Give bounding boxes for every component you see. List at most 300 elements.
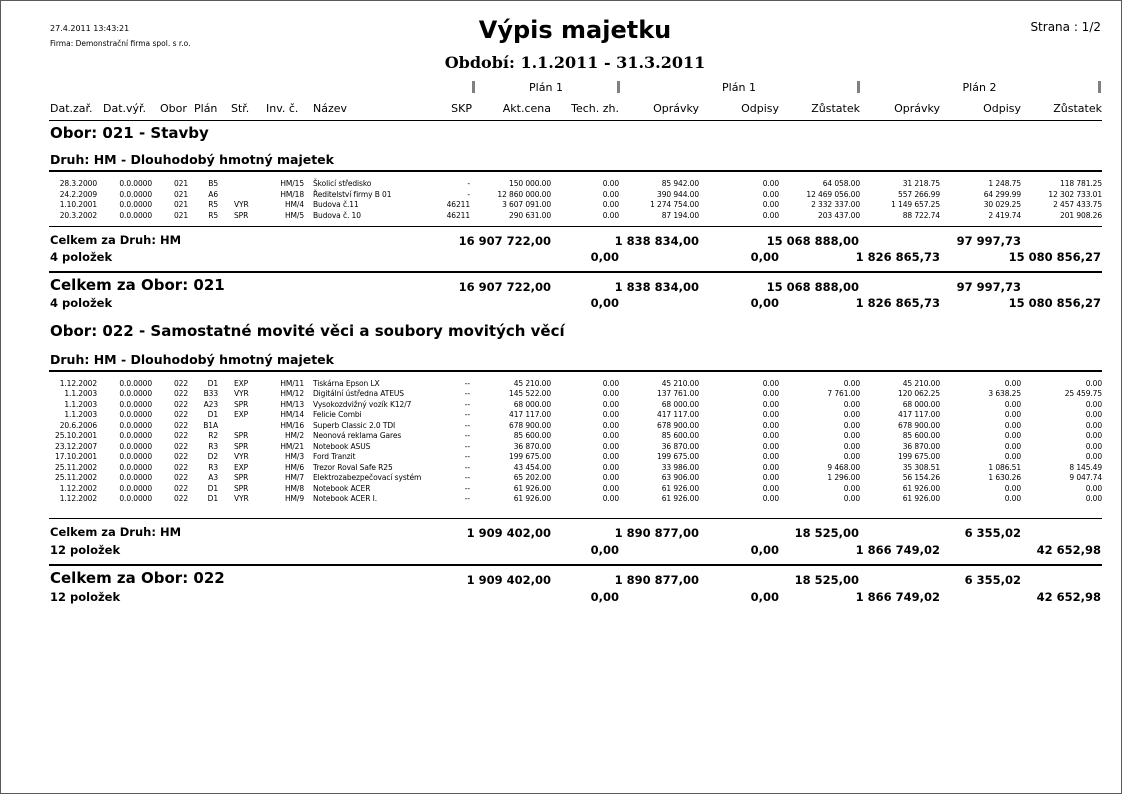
table-cell: Neonová reklama Gares bbox=[313, 431, 402, 441]
druh-total-value: 0,00 bbox=[590, 250, 619, 264]
table-cell: 1 086.51 bbox=[988, 462, 1021, 472]
table-cell: SPR bbox=[234, 473, 249, 483]
druh-total-value: 18 525,00 bbox=[794, 526, 859, 540]
table-cell: 150 000.00 bbox=[509, 179, 551, 188]
obor-total-value: 1 909 402,00 bbox=[466, 573, 551, 587]
table-cell: 0.00 bbox=[602, 399, 619, 409]
table-cell: HM/4 bbox=[284, 200, 304, 209]
table-cell: 0.00 bbox=[843, 483, 860, 493]
obor-total-divider bbox=[49, 564, 1102, 566]
table-cell: 43 454.00 bbox=[513, 462, 551, 472]
table-cell: 0.00 bbox=[602, 462, 619, 472]
table-cell: 0.00 bbox=[602, 189, 619, 199]
table-cell: HM/3 bbox=[284, 452, 304, 462]
obor-total-value: 0,00 bbox=[750, 590, 779, 604]
table-cell: HM/5 bbox=[284, 210, 304, 220]
table-cell: 20.6.2006 bbox=[59, 420, 97, 430]
druh-total-value: 6 355,02 bbox=[964, 526, 1021, 540]
table-cell: 0.00 bbox=[602, 431, 619, 441]
table-cell: 0.00 bbox=[843, 431, 860, 441]
table-cell: B1A bbox=[203, 420, 218, 430]
obor-total-value: 1 890 877,00 bbox=[614, 573, 699, 587]
druh-divider bbox=[49, 170, 1102, 172]
table-cell: 0.0.0000 bbox=[119, 473, 152, 483]
table-cell: 0.0.0000 bbox=[119, 452, 152, 462]
table-cell: 85 600.00 bbox=[513, 431, 551, 441]
table-cell: 45 210.00 bbox=[513, 379, 551, 388]
table-cell: HM/11 bbox=[280, 379, 304, 388]
rows-end-divider bbox=[49, 226, 1102, 227]
table-cell: 1 274 754.00 bbox=[650, 200, 699, 209]
table-cell: 021 bbox=[173, 200, 188, 209]
table-cell: HM/9 bbox=[284, 493, 304, 503]
obor-total-value: 6 355,02 bbox=[964, 573, 1021, 587]
table-cell: 3 638.25 bbox=[988, 389, 1021, 399]
column-header: Zůstatek bbox=[811, 102, 860, 115]
table-cell: 0.00 bbox=[1004, 399, 1021, 409]
table-cell: 25.10.2001 bbox=[55, 431, 97, 441]
table-cell: Notebook ACER bbox=[313, 483, 371, 493]
table-cell: HM/16 bbox=[280, 420, 304, 430]
table-cell: 0.00 bbox=[1004, 410, 1021, 420]
table-cell: 0.00 bbox=[762, 379, 779, 388]
table-cell: 678 900.00 bbox=[509, 420, 551, 430]
table-cell: Notebook ASUS bbox=[313, 441, 371, 451]
table-cell: 0.0.0000 bbox=[119, 399, 152, 409]
table-cell: HM/7 bbox=[284, 473, 304, 483]
obor-total-value: 0,00 bbox=[590, 296, 619, 310]
table-cell: 0.00 bbox=[602, 493, 619, 503]
table-cell: 1 630.26 bbox=[988, 473, 1021, 483]
table-cell: 0.00 bbox=[1004, 431, 1021, 441]
table-cell: R2 bbox=[208, 431, 218, 441]
table-cell: - bbox=[467, 179, 470, 188]
table-cell: 0.00 bbox=[1085, 483, 1102, 493]
obor-total-value: 15 068 888,00 bbox=[766, 280, 859, 294]
table-cell: 022 bbox=[173, 410, 188, 420]
druh-total-value: 42 652,98 bbox=[1036, 543, 1101, 557]
table-cell: 145 522.00 bbox=[509, 389, 551, 399]
table-cell: 1.1.2003 bbox=[64, 410, 97, 420]
table-cell: D1 bbox=[207, 379, 218, 388]
table-cell: 0.0.0000 bbox=[119, 210, 152, 220]
table-cell: 9 468.00 bbox=[827, 462, 860, 472]
table-cell: -- bbox=[464, 493, 470, 503]
table-cell: 0.00 bbox=[1085, 431, 1102, 441]
table-cell: 0.00 bbox=[602, 441, 619, 451]
table-cell: HM/14 bbox=[280, 410, 304, 420]
table-cell: 0.0.0000 bbox=[119, 200, 152, 209]
table-cell: 022 bbox=[173, 452, 188, 462]
table-cell: HM/13 bbox=[280, 399, 304, 409]
table-cell: 0.00 bbox=[843, 379, 860, 388]
table-cell: 022 bbox=[173, 473, 188, 483]
column-header: Akt.cena bbox=[502, 102, 551, 115]
column-header: Dat.výř. bbox=[103, 102, 147, 115]
table-cell: Vysokozdvižný vozík K12/7 bbox=[313, 399, 412, 409]
druh-divider bbox=[49, 370, 1102, 372]
obor-total-value: 0,00 bbox=[750, 296, 779, 310]
table-cell: 25.11.2002 bbox=[55, 473, 97, 483]
table-cell: 17.10.2001 bbox=[55, 452, 97, 462]
table-cell: 0.00 bbox=[602, 379, 619, 388]
obor-total-value: 0,00 bbox=[590, 590, 619, 604]
table-cell: 201 908.26 bbox=[1060, 210, 1102, 220]
table-cell: 0.00 bbox=[762, 431, 779, 441]
table-cell: 87 194.00 bbox=[661, 210, 699, 220]
table-cell: EXP bbox=[234, 379, 249, 388]
table-cell: A23 bbox=[203, 399, 218, 409]
table-cell: 0.00 bbox=[602, 389, 619, 399]
table-cell: 64 058.00 bbox=[822, 179, 860, 188]
druh-total-label: Celkem za Druh: HM bbox=[50, 525, 182, 539]
table-cell: 199 675.00 bbox=[509, 452, 551, 462]
druh-total-value: 1 838 834,00 bbox=[614, 234, 699, 248]
table-cell: 23.12.2007 bbox=[55, 441, 97, 451]
table-cell: - bbox=[467, 189, 470, 199]
table-cell: 0.00 bbox=[1004, 493, 1021, 503]
table-cell: Digitální ústředna ATEUS bbox=[313, 389, 404, 399]
table-cell: 203 437.00 bbox=[818, 210, 860, 220]
table-cell: 0.00 bbox=[1085, 379, 1102, 388]
table-cell: 0.0.0000 bbox=[119, 462, 152, 472]
table-cell: Ford Tranzit bbox=[313, 452, 356, 462]
druh-total-value: 15 080 856,27 bbox=[1008, 250, 1101, 264]
table-cell: 022 bbox=[173, 389, 188, 399]
table-cell: -- bbox=[464, 462, 470, 472]
table-cell: HM/6 bbox=[284, 462, 304, 472]
table-cell: 36 870.00 bbox=[513, 441, 551, 451]
table-cell: Felicie Combi bbox=[313, 410, 362, 420]
table-cell: 021 bbox=[173, 189, 188, 199]
plan-separator bbox=[617, 81, 620, 93]
table-cell: 68 000.00 bbox=[661, 399, 699, 409]
table-cell: 61 926.00 bbox=[902, 483, 940, 493]
table-cell: 199 675.00 bbox=[898, 452, 940, 462]
table-cell: Budova č.11 bbox=[313, 200, 359, 209]
table-cell: 1 248.75 bbox=[988, 179, 1021, 188]
druh-total-value: 0,00 bbox=[750, 543, 779, 557]
table-cell: 0.00 bbox=[602, 410, 619, 420]
table-cell: 0.00 bbox=[762, 200, 779, 209]
table-cell: HM/2 bbox=[284, 431, 304, 441]
table-cell: A6 bbox=[208, 189, 218, 199]
table-cell: 137 761.00 bbox=[657, 389, 699, 399]
table-cell: 85 600.00 bbox=[661, 431, 699, 441]
column-header: Oprávky bbox=[894, 102, 940, 115]
table-cell: 61 926.00 bbox=[661, 493, 699, 503]
table-cell: Notebook ACER I. bbox=[313, 493, 377, 503]
table-cell: 30 029.25 bbox=[983, 200, 1021, 209]
table-cell: 0.00 bbox=[1085, 399, 1102, 409]
header-divider bbox=[49, 120, 1102, 121]
obor-total-label: Celkem za Obor: 022 bbox=[50, 569, 225, 587]
plan-separator bbox=[472, 81, 475, 93]
druh-total-label: Celkem za Druh: HM bbox=[50, 233, 182, 247]
table-cell: Superb Classic 2.0 TDI bbox=[313, 420, 396, 430]
table-cell: 290 631.00 bbox=[509, 210, 551, 220]
table-cell: 61 926.00 bbox=[513, 493, 551, 503]
druh-total-value: 1 866 749,02 bbox=[855, 543, 940, 557]
table-cell: 0.00 bbox=[762, 452, 779, 462]
table-cell: D1 bbox=[207, 483, 218, 493]
table-cell: 022 bbox=[173, 379, 188, 388]
table-cell: 36 870.00 bbox=[902, 441, 940, 451]
table-cell: D1 bbox=[207, 493, 218, 503]
column-header: SKP bbox=[451, 102, 472, 115]
druh-total-value: 1 890 877,00 bbox=[614, 526, 699, 540]
table-cell: Školicí středisko bbox=[313, 179, 372, 188]
table-cell: 417 117.00 bbox=[509, 410, 551, 420]
table-cell: SPR bbox=[234, 210, 249, 220]
table-cell: 63 906.00 bbox=[661, 473, 699, 483]
table-cell: 0.00 bbox=[843, 399, 860, 409]
table-cell: 678 900.00 bbox=[898, 420, 940, 430]
table-cell: 678 900.00 bbox=[657, 420, 699, 430]
druh-heading: Druh: HM - Dlouhodobý hmotný majetek bbox=[50, 352, 334, 367]
table-cell: 0.00 bbox=[1085, 441, 1102, 451]
table-cell: HM/15 bbox=[280, 179, 304, 188]
table-cell: 0.00 bbox=[762, 483, 779, 493]
table-cell: -- bbox=[464, 473, 470, 483]
table-cell: 0.00 bbox=[762, 210, 779, 220]
table-cell: VYR bbox=[234, 389, 249, 399]
table-cell: 0.0.0000 bbox=[119, 389, 152, 399]
report-firm: Firma: Demonstrační firma spol. s r.o. bbox=[50, 39, 191, 48]
rows-end-divider bbox=[49, 518, 1102, 519]
table-cell: 0.00 bbox=[843, 420, 860, 430]
table-cell: 25 459.75 bbox=[1064, 389, 1102, 399]
table-cell: 61 926.00 bbox=[661, 483, 699, 493]
table-cell: 0.00 bbox=[602, 483, 619, 493]
table-cell: VYR bbox=[234, 493, 249, 503]
table-cell: R3 bbox=[208, 441, 218, 451]
obor-total-label: Celkem za Obor: 021 bbox=[50, 276, 225, 294]
druh-total-value: 97 997,73 bbox=[956, 234, 1021, 248]
table-cell: 1 296.00 bbox=[827, 473, 860, 483]
plan-group-heading: Plán 1 bbox=[722, 81, 756, 94]
table-cell: 0.00 bbox=[762, 420, 779, 430]
table-cell: 0.00 bbox=[843, 493, 860, 503]
plan-group-heading: Plán 1 bbox=[529, 81, 563, 94]
table-cell: 0.0.0000 bbox=[119, 189, 152, 199]
table-cell: 1.1.2003 bbox=[64, 399, 97, 409]
table-cell: SPR bbox=[234, 483, 249, 493]
column-header: Tech. zh. bbox=[571, 102, 619, 115]
table-cell: B5 bbox=[208, 179, 218, 188]
table-cell: 46211 bbox=[446, 200, 470, 209]
table-cell: 0.00 bbox=[602, 452, 619, 462]
druh-total-value: 0,00 bbox=[590, 543, 619, 557]
column-header: Zůstatek bbox=[1053, 102, 1102, 115]
table-cell: 022 bbox=[173, 462, 188, 472]
druh-total-value: 15 068 888,00 bbox=[766, 234, 859, 248]
column-header: Obor bbox=[160, 102, 187, 115]
table-cell: 0.00 bbox=[762, 410, 779, 420]
table-cell: SPR bbox=[234, 441, 249, 451]
table-cell: 0.00 bbox=[602, 200, 619, 209]
table-cell: 0.00 bbox=[602, 473, 619, 483]
column-header: Stř. bbox=[231, 102, 250, 115]
table-cell: 0.0.0000 bbox=[119, 431, 152, 441]
table-cell: 021 bbox=[173, 179, 188, 188]
obor-total-divider bbox=[49, 271, 1102, 273]
column-header: Odpisy bbox=[983, 102, 1021, 115]
obor-total-value: 18 525,00 bbox=[794, 573, 859, 587]
obor-total-value: 1 838 834,00 bbox=[614, 280, 699, 294]
table-cell: 0.00 bbox=[602, 179, 619, 188]
table-cell: 0.00 bbox=[843, 441, 860, 451]
report-title: Výpis majetku bbox=[478, 16, 672, 44]
table-cell: 25.11.2002 bbox=[55, 462, 97, 472]
table-cell: 12 469 056.00 bbox=[806, 189, 860, 199]
table-cell: HM/18 bbox=[280, 189, 304, 199]
table-cell: 0.00 bbox=[762, 493, 779, 503]
table-cell: 85 942.00 bbox=[661, 179, 699, 188]
table-cell: -- bbox=[464, 431, 470, 441]
table-cell: D1 bbox=[207, 410, 218, 420]
table-cell: SPR bbox=[234, 431, 249, 441]
table-cell: 1.12.2002 bbox=[59, 379, 97, 388]
table-cell: 022 bbox=[173, 431, 188, 441]
obor-total-value: 42 652,98 bbox=[1036, 590, 1101, 604]
plan-separator bbox=[857, 81, 860, 93]
table-cell: 118 781.25 bbox=[1060, 179, 1102, 188]
table-cell: 1.12.2002 bbox=[59, 493, 97, 503]
table-cell: 9 047.74 bbox=[1069, 473, 1102, 483]
table-cell: 0.00 bbox=[1004, 420, 1021, 430]
druh-total-value: 16 907 722,00 bbox=[458, 234, 551, 248]
table-cell: 28.3.2000 bbox=[59, 179, 97, 188]
table-cell: 46211 bbox=[446, 210, 470, 220]
obor-total-value: 15 080 856,27 bbox=[1008, 296, 1101, 310]
table-cell: 64 299.99 bbox=[983, 189, 1021, 199]
table-cell: 1 149 657.25 bbox=[891, 200, 940, 209]
table-cell: EXP bbox=[234, 410, 249, 420]
table-cell: 0.0.0000 bbox=[119, 420, 152, 430]
obor-total-value: 97 997,73 bbox=[956, 280, 1021, 294]
table-cell: 31 218.75 bbox=[902, 179, 940, 188]
column-header: Oprávky bbox=[653, 102, 699, 115]
table-cell: HM/12 bbox=[280, 389, 304, 399]
table-cell: 1.12.2002 bbox=[59, 483, 97, 493]
table-cell: 0.00 bbox=[762, 399, 779, 409]
table-cell: 45 210.00 bbox=[661, 379, 699, 388]
table-cell: 0.0.0000 bbox=[119, 493, 152, 503]
table-cell: 417 117.00 bbox=[898, 410, 940, 420]
obor-total-value: 1 826 865,73 bbox=[855, 296, 940, 310]
table-cell: -- bbox=[464, 452, 470, 462]
plan-group-heading: Plán 2 bbox=[962, 81, 997, 94]
table-cell: 0.00 bbox=[762, 389, 779, 399]
table-cell: 0.00 bbox=[1004, 452, 1021, 462]
table-cell: Elektrozabezpečovací systém bbox=[313, 473, 422, 483]
druh-item-count: 4 položek bbox=[50, 250, 113, 264]
table-cell: 12 860 000.00 bbox=[497, 189, 551, 199]
table-cell: 0.0.0000 bbox=[119, 379, 152, 388]
table-cell: 022 bbox=[173, 399, 188, 409]
table-cell: 022 bbox=[173, 441, 188, 451]
table-cell: 61 926.00 bbox=[902, 493, 940, 503]
table-cell: B33 bbox=[203, 389, 218, 399]
table-cell: 24.2.2009 bbox=[59, 189, 97, 199]
table-cell: SPR bbox=[234, 399, 249, 409]
table-cell: 0.0.0000 bbox=[119, 410, 152, 420]
table-cell: 0.00 bbox=[1085, 410, 1102, 420]
obor-total-value: 1 866 749,02 bbox=[855, 590, 940, 604]
table-cell: 0.00 bbox=[843, 452, 860, 462]
table-cell: 120 062.25 bbox=[898, 389, 940, 399]
table-cell: 557 266.99 bbox=[898, 189, 940, 199]
druh-total-value: 1 909 402,00 bbox=[466, 526, 551, 540]
table-cell: Trezor Roval Safe R25 bbox=[313, 462, 393, 472]
table-cell: 021 bbox=[173, 210, 188, 220]
table-cell: 33 986.00 bbox=[661, 462, 699, 472]
column-header: Název bbox=[313, 102, 348, 115]
table-cell: 0.00 bbox=[1085, 420, 1102, 430]
table-cell: 390 944.00 bbox=[657, 189, 699, 199]
table-cell: 0.00 bbox=[762, 179, 779, 188]
table-cell: 61 926.00 bbox=[513, 483, 551, 493]
table-cell: 0.00 bbox=[762, 441, 779, 451]
table-cell: 56 154.26 bbox=[902, 473, 940, 483]
table-cell: 12 302 733.01 bbox=[1048, 189, 1102, 199]
table-cell: 0.0.0000 bbox=[119, 179, 152, 188]
page-number: Strana : 1/2 bbox=[1030, 20, 1101, 34]
table-cell: 8 145.49 bbox=[1069, 462, 1102, 472]
table-cell: 2 419.74 bbox=[988, 210, 1021, 220]
table-cell: 3 607 091.00 bbox=[502, 200, 551, 209]
table-cell: -- bbox=[464, 483, 470, 493]
table-cell: 2 457 433.75 bbox=[1053, 200, 1102, 209]
column-header: Dat.zař. bbox=[50, 102, 93, 115]
table-cell: 7 761.00 bbox=[827, 389, 860, 399]
table-cell: HM/21 bbox=[280, 441, 304, 451]
table-cell: 68 000.00 bbox=[902, 399, 940, 409]
table-cell: 1.1.2003 bbox=[64, 389, 97, 399]
obor-heading: Obor: 021 - Stavby bbox=[50, 124, 209, 142]
obor-total-value: 16 907 722,00 bbox=[458, 280, 551, 294]
druh-total-value: 1 826 865,73 bbox=[855, 250, 940, 264]
table-cell: VYR bbox=[234, 452, 249, 462]
table-cell: -- bbox=[464, 399, 470, 409]
table-cell: D2 bbox=[207, 452, 218, 462]
table-cell: A3 bbox=[208, 473, 218, 483]
table-cell: -- bbox=[464, 420, 470, 430]
table-cell: 0.00 bbox=[843, 410, 860, 420]
table-cell: -- bbox=[464, 379, 470, 388]
table-cell: 45 210.00 bbox=[902, 379, 940, 388]
table-cell: 417 117.00 bbox=[657, 410, 699, 420]
druh-total-value: 0,00 bbox=[750, 250, 779, 264]
column-header: Inv. č. bbox=[266, 102, 299, 115]
table-cell: VYR bbox=[234, 200, 249, 209]
table-cell: Ředitelství firmy B 01 bbox=[313, 189, 392, 199]
table-cell: 85 600.00 bbox=[902, 431, 940, 441]
table-cell: 0.00 bbox=[1004, 379, 1021, 388]
table-cell: R5 bbox=[208, 210, 218, 220]
table-cell: Tiskárna Epson LX bbox=[313, 379, 380, 388]
table-cell: 68 000.00 bbox=[513, 399, 551, 409]
column-header: Odpisy bbox=[741, 102, 779, 115]
obor-heading: Obor: 022 - Samostatné movité věci a soubory movitých věcí bbox=[50, 322, 565, 340]
table-cell: 022 bbox=[173, 493, 188, 503]
report-datetime: 27.4.2011 13:43:21 bbox=[50, 24, 130, 33]
table-cell: 0.00 bbox=[602, 210, 619, 220]
table-cell: HM/8 bbox=[284, 483, 304, 493]
table-cell: 20.3.2002 bbox=[59, 210, 97, 220]
table-cell: 0.0.0000 bbox=[119, 483, 152, 493]
